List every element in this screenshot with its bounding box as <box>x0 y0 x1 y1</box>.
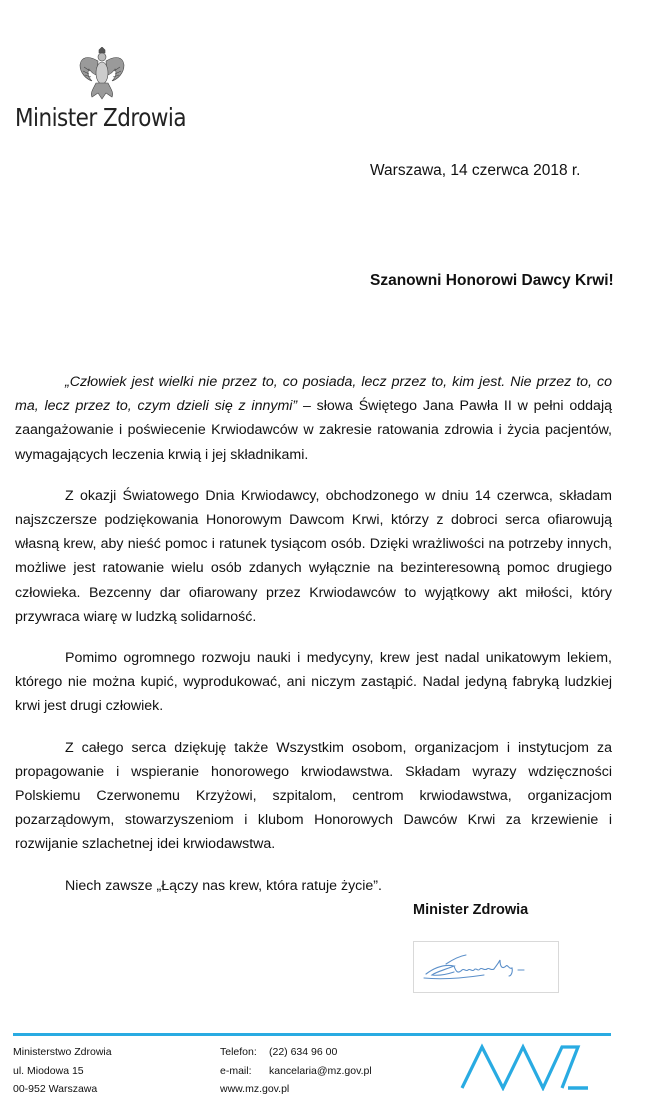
letter-salutation: Szanowni Honorowi Dawcy Krwi! <box>370 272 614 289</box>
footer-org-name: Ministerstwo Zdrowia <box>13 1046 112 1058</box>
header-title: Minister Zdrowia <box>15 103 187 132</box>
phone-number: (22) 634 96 00 <box>269 1046 338 1058</box>
email-address[interactable]: kancelaria@mz.gov.pl <box>269 1064 372 1077</box>
signature-box <box>413 941 559 993</box>
footer-website[interactable]: www.mz.gov.pl <box>220 1083 290 1095</box>
signatory-title: Minister Zdrowia <box>413 902 529 918</box>
footer-street: ul. Miodowa 15 <box>13 1064 84 1077</box>
handwritten-signature-icon <box>414 942 558 992</box>
footer-address <box>13 1043 112 1099</box>
footer-email-row <box>220 1062 372 1081</box>
letter-body <box>15 370 612 915</box>
email-label: e-mail: <box>220 1064 252 1077</box>
footer-phone-row <box>220 1043 372 1062</box>
closing-line: Niech zawsze „Łączy nas krew, która ratuje życie”. <box>65 877 382 894</box>
polish-eagle-emblem-icon <box>78 47 126 103</box>
footer-city: 00-952 Warszawa <box>13 1083 98 1095</box>
phone-label: Telefon: <box>220 1046 257 1058</box>
paragraph-4: Z całego serca dziękuję także Wszystkim osobom, organizacjom i instytucjom za propagowanie i wspieranie honorowego krwiodawstwa. Składam wyrazy wdzięczności Polskiemu Czerwonemu Krzyżowi, szpitalom, centrom krwiodawstwa, organizacjom pozarządowym, stowarzyszeniom i klubom Honorowych Dawców Krwi za krzewienie i rozwijanie szlachetnej idei krwiodawstwa. <box>15 739 612 853</box>
letter-date: Warszawa, 14 czerwca 2018 r. <box>370 162 581 179</box>
paragraph-1 <box>15 370 612 467</box>
footer-divider <box>13 1033 611 1036</box>
paragraph-2: Z okazji Światowego Dnia Krwiodawcy, obchodzonego w dniu 14 czerwca, składam najszczersze podziękowania Honorowym Dawcom Krwi, którzy z dobroci serca ofiarowują własną krew, aby nieść pomoc i ratunek tysiącom osób. Dzięki wrażliwości na potrzeby innych, możliwe jest ratowanie wielu osób zdanych wyłącznie na bezinteresowną pomoc drugiego człowieka. Bezcenny dar ofiarowany przez Krwiodawców to wyjątkowy akt miłości, który przywraca wiarę w ludzką solidarność. <box>15 487 612 625</box>
john-paul-quote: „Człowiek jest wielki nie przez to, co posiada, lecz przez to, kim jest. Nie przez to, co ma, lecz przez to, czym dzieli się z innymi” <box>15 374 612 415</box>
footer-contact <box>220 1043 372 1099</box>
paragraph-3: Pomimo ogromnego rozwoju nauki i medycyny, krew jest nadal unikatowym lekiem, którego nie można kupić, wyprodukować, ani niczym zastąpić. Nadal jedyną fabryką ludzkiej krwi jest drugi człowiek. <box>15 650 612 715</box>
mz-logo-icon <box>460 1043 594 1091</box>
paragraph-1-text: – słowa Świętego Jana Pawła II w pełni oddają zaangażowanie i poświecenie Krwiodawców w zakresie ratowania zdrowia i życia pacjentów, wymagających leczenia krwią i jej składnikami. <box>15 398 612 463</box>
